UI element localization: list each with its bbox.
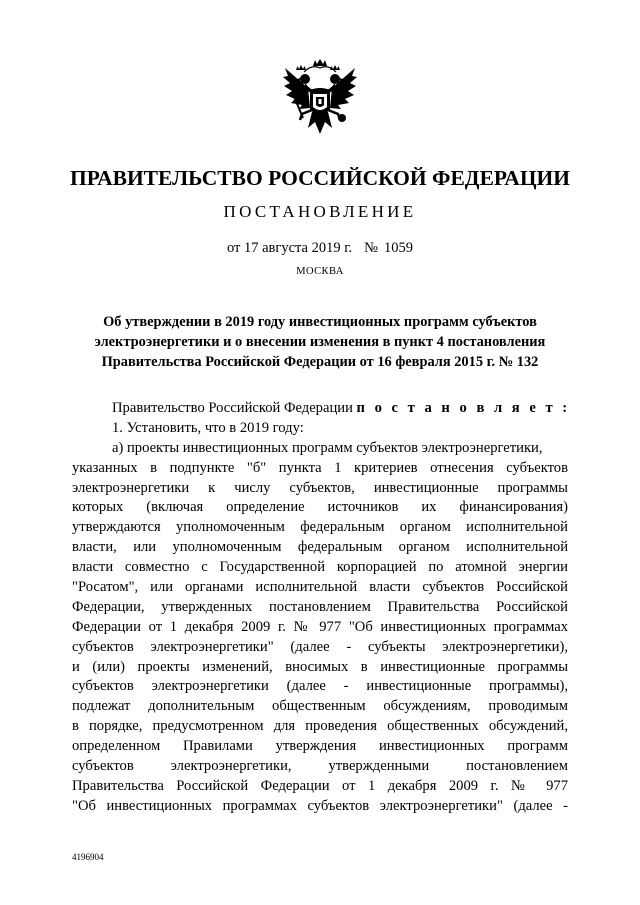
body-line: субъектов электроэнергетики, утвержденными постановлением — [72, 758, 568, 775]
title-line: Об утверждении в 2019 году инвестиционных программ субъектов — [103, 314, 537, 330]
body-line: которых (включая определение источников их финансирования) — [72, 499, 568, 516]
body-line: электроэнергетики к числу субъектов, инвестиционные программы — [72, 479, 568, 496]
document-type: ПОСТАНОВЛЕНИЕ — [223, 202, 417, 221]
city: МОСКВА — [296, 266, 344, 277]
body-line: Правительства Российской Федерации от 1 декабря 2009 г. № 977 — [72, 777, 568, 794]
body-line: а) проекты инвестиционных программ субъектов электроэнергетики, — [112, 439, 543, 456]
body-line: определенном Правилами утверждения инвестиционных программ — [72, 738, 568, 755]
body-line: указанных в подпункте "б" пункта 1 критериев отнесения субъектов — [72, 459, 568, 476]
body-line: утверждаются уполномоченным федеральным органом исполнительной — [72, 519, 568, 536]
resolves-word: п о с т а н о в л я е т : — [356, 400, 571, 416]
document-title — [70, 312, 570, 372]
body-line: в порядке, предусмотренном для проведения общественных обсуждений, — [72, 718, 568, 735]
body-line: "Об инвестиционных программах субъектов электроэнергетики" (далее - — [72, 797, 568, 814]
document-body — [72, 399, 571, 817]
body-line: Федерации, утвержденных постановлением Правительства Российской — [72, 598, 568, 615]
document-code: 4196904 — [72, 852, 104, 862]
point-1: 1. Установить, что в 2019 году: — [112, 419, 304, 436]
coat-of-arms-icon — [282, 50, 358, 140]
body-line: субъектов электроэнергетики" (далее - субъекты электроэнергетики), — [72, 638, 568, 655]
date-line — [0, 240, 640, 257]
decree-number: 1059 — [384, 240, 414, 256]
body-line: Федерации от 1 декабря 2009 г. № 977 "Об инвестиционных программах — [72, 618, 568, 635]
preamble-line — [72, 399, 571, 419]
government-heading: ПРАВИТЕЛЬСТВО РОССИЙСКОЙ ФЕДЕРАЦИИ — [69, 166, 570, 190]
decree-date: от 17 августа 2019 г. — [226, 240, 353, 256]
preamble-text: Правительство Российской Федерации — [112, 400, 353, 416]
body-line: власти совместно с Государственной корпорацией по атомной энергии — [72, 559, 568, 576]
body-line: подлежат дополнительным общественным обсуждениям, проводимым — [72, 698, 568, 715]
body-line: власти, или уполномоченным федеральным органом исполнительной — [72, 539, 568, 556]
title-line: Правительства Российской Федерации от 16 февраля 2015 г. № 132 — [101, 354, 539, 370]
number-sign: № — [364, 240, 379, 256]
title-line: электроэнергетики и о внесении изменения в пункт 4 постановления — [94, 334, 546, 350]
body-line: и (или) проекты изменений, вносимых в инвестиционные программы — [72, 658, 568, 675]
body-line: "Росатом", или органами исполнительной власти субъектов Российской — [72, 579, 568, 596]
body-line: субъектов электроэнергетики (далее - инвестиционные программы), — [72, 678, 568, 695]
